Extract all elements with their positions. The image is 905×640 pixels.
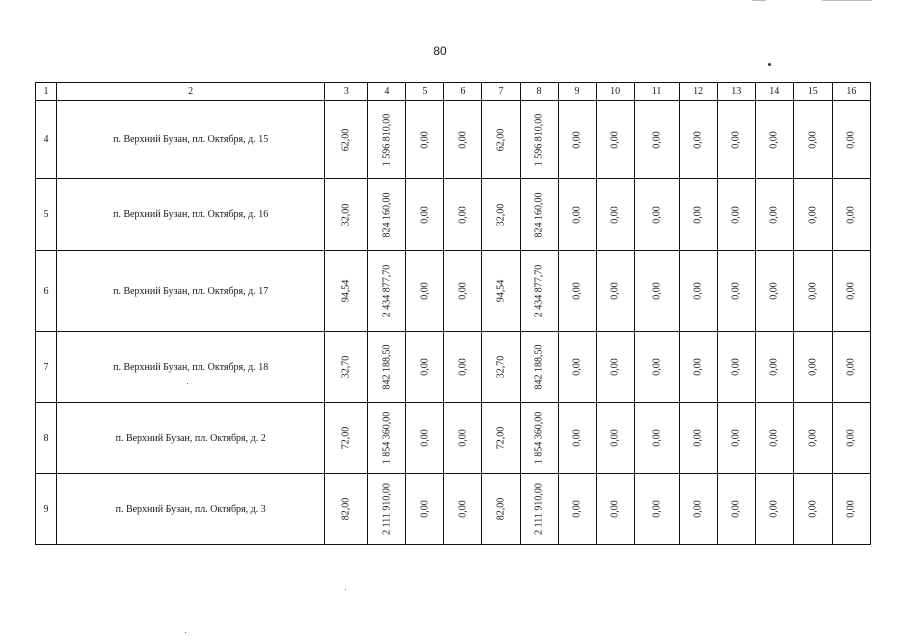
cell-value: 0,00 xyxy=(609,429,621,447)
cell-value: 0,00 xyxy=(807,205,819,224)
value-cell xyxy=(368,474,406,545)
value-cell xyxy=(406,403,444,474)
table-row xyxy=(36,251,871,332)
value-cell xyxy=(520,403,558,474)
value-cell xyxy=(325,101,368,179)
col-header: 12 xyxy=(679,83,717,101)
col-header: 3 xyxy=(325,83,368,101)
scan-speck xyxy=(187,383,188,384)
cell-value: 842 188,50 xyxy=(533,344,545,390)
cell-value: 0,00 xyxy=(730,205,742,224)
scan-speck xyxy=(768,63,771,66)
cell-value: 0,00 xyxy=(419,358,431,376)
cell-value: 94,54 xyxy=(495,279,507,303)
cell-value: 0,00 xyxy=(768,130,780,149)
cell-value: 32,70 xyxy=(340,355,352,379)
cell-value: 2 111 910,00 xyxy=(533,483,545,535)
cell-value: 2 111 910,00 xyxy=(381,483,393,535)
cell-value: 0,00 xyxy=(692,500,704,518)
table-row xyxy=(36,179,871,251)
cell-value: 0,00 xyxy=(651,205,663,224)
cell-value: 0,00 xyxy=(419,282,431,300)
cell-value: 0,00 xyxy=(571,205,583,224)
col-header: 15 xyxy=(793,83,832,101)
cell-value: 842 188,50 xyxy=(381,344,393,390)
cell-value: 0,00 xyxy=(692,205,704,224)
value-cell xyxy=(520,332,558,403)
value-cell xyxy=(679,474,717,545)
value-cell xyxy=(679,251,717,332)
cell-value: 72,00 xyxy=(495,426,507,450)
value-cell xyxy=(406,251,444,332)
value-cell xyxy=(520,251,558,332)
value-cell xyxy=(444,332,482,403)
value-cell xyxy=(832,403,870,474)
value-cell xyxy=(679,403,717,474)
cell-value: 1 854 360,00 xyxy=(533,411,545,465)
col-header: 10 xyxy=(596,83,634,101)
cell-value: 0,00 xyxy=(651,282,663,300)
cell-value: 0,00 xyxy=(692,130,704,149)
row-address: п. Верхний Бузан, пл. Октября, д. 16 xyxy=(57,179,325,251)
cell-value: 32,00 xyxy=(340,203,352,226)
col-header: 5 xyxy=(406,83,444,101)
cell-value: 0,00 xyxy=(845,282,857,300)
cell-value: 0,00 xyxy=(807,130,819,149)
row-number: 6 xyxy=(36,251,57,332)
value-cell xyxy=(444,403,482,474)
cell-value: 0,00 xyxy=(730,500,742,518)
value-cell xyxy=(717,474,755,545)
row-address: п. Верхний Бузан, пл. Октября, д. 3 xyxy=(57,474,325,545)
page-number: 80 xyxy=(433,44,447,58)
cell-value: 1 596 810,00 xyxy=(381,113,393,166)
col-header: 11 xyxy=(634,83,679,101)
value-cell xyxy=(406,474,444,545)
cell-value: 0,00 xyxy=(730,429,742,447)
cell-value: 0,00 xyxy=(419,429,431,447)
value-cell xyxy=(717,251,755,332)
cell-value: 0,00 xyxy=(768,500,780,518)
cell-value: 0,00 xyxy=(807,358,819,376)
scan-mark xyxy=(822,0,872,1)
cell-value: 0,00 xyxy=(768,429,780,447)
value-cell xyxy=(558,251,596,332)
col-header: 14 xyxy=(755,83,793,101)
value-cell xyxy=(832,179,870,251)
cell-value: 0,00 xyxy=(457,282,469,300)
value-cell xyxy=(558,179,596,251)
value-cell xyxy=(406,179,444,251)
value-cell xyxy=(755,403,793,474)
value-cell xyxy=(325,179,368,251)
row-address: п. Верхний Бузан, пл. Октября, д. 15 xyxy=(57,101,325,179)
cell-value: 0,00 xyxy=(419,130,431,149)
cell-value: 2 434 877,70 xyxy=(533,264,545,318)
cell-value: 0,00 xyxy=(457,500,469,518)
value-cell xyxy=(717,403,755,474)
value-cell xyxy=(832,474,870,545)
value-cell xyxy=(558,474,596,545)
cell-value: 0,00 xyxy=(845,205,857,224)
table-row xyxy=(36,403,871,474)
value-cell xyxy=(793,332,832,403)
value-cell xyxy=(558,403,596,474)
value-cell xyxy=(368,332,406,403)
value-cell xyxy=(634,332,679,403)
row-number: 7 xyxy=(36,332,57,403)
value-cell xyxy=(596,251,634,332)
value-cell xyxy=(717,101,755,179)
cell-value: 1 596 810,00 xyxy=(533,113,545,166)
table-row xyxy=(36,332,871,403)
row-number: 9 xyxy=(36,474,57,545)
cell-value: 0,00 xyxy=(609,205,621,224)
cell-value: 0,00 xyxy=(768,282,780,300)
col-header: 9 xyxy=(558,83,596,101)
row-address: п. Верхний Бузан, пл. Октября, д. 17 xyxy=(57,251,325,332)
value-cell xyxy=(368,403,406,474)
value-cell xyxy=(755,474,793,545)
value-cell xyxy=(482,474,520,545)
cell-value: 62,00 xyxy=(495,128,507,151)
cell-value: 0,00 xyxy=(807,500,819,518)
value-cell xyxy=(368,101,406,179)
value-cell xyxy=(717,332,755,403)
value-cell xyxy=(325,332,368,403)
value-cell xyxy=(482,251,520,332)
cell-value: 0,00 xyxy=(571,130,583,149)
col-header: 8 xyxy=(520,83,558,101)
cell-value: 0,00 xyxy=(609,282,621,300)
value-cell xyxy=(325,251,368,332)
cell-value: 0,00 xyxy=(845,358,857,376)
cell-value: 0,00 xyxy=(651,429,663,447)
row-number: 4 xyxy=(36,101,57,179)
scan-speck xyxy=(185,632,186,633)
value-cell xyxy=(634,251,679,332)
value-cell xyxy=(520,101,558,179)
row-address: п. Верхний Бузан, пл. Октября, д. 2 xyxy=(57,403,325,474)
cell-value: 0,00 xyxy=(845,500,857,518)
cell-value: 0,00 xyxy=(571,429,583,447)
value-cell xyxy=(634,179,679,251)
value-cell xyxy=(755,101,793,179)
value-cell xyxy=(368,179,406,251)
cell-value: 0,00 xyxy=(807,429,819,447)
cell-value: 0,00 xyxy=(609,358,621,376)
cell-value: 0,00 xyxy=(768,358,780,376)
col-header: 6 xyxy=(444,83,482,101)
value-cell xyxy=(596,474,634,545)
value-cell xyxy=(444,474,482,545)
cell-value: 0,00 xyxy=(457,130,469,149)
value-cell xyxy=(482,179,520,251)
value-cell xyxy=(596,403,634,474)
cell-value: 32,00 xyxy=(495,203,507,226)
cell-value: 0,00 xyxy=(609,500,621,518)
value-cell xyxy=(596,332,634,403)
cell-value: 0,00 xyxy=(457,429,469,447)
value-cell xyxy=(520,474,558,545)
cell-value: 0,00 xyxy=(651,130,663,149)
cell-value: 2 434 877,70 xyxy=(381,264,393,318)
cell-value: 0,00 xyxy=(807,282,819,300)
cell-value: 0,00 xyxy=(571,282,583,300)
cell-value: 824 160,00 xyxy=(381,192,393,237)
cell-value: 0,00 xyxy=(730,130,742,149)
value-cell xyxy=(832,332,870,403)
value-cell xyxy=(679,101,717,179)
cell-value: 0,00 xyxy=(692,282,704,300)
value-cell xyxy=(482,332,520,403)
cell-value: 62,00 xyxy=(340,128,352,151)
value-cell xyxy=(793,251,832,332)
value-cell xyxy=(634,474,679,545)
col-header: 7 xyxy=(482,83,520,101)
cell-value: 94,54 xyxy=(340,279,352,303)
value-cell xyxy=(755,179,793,251)
value-cell xyxy=(634,101,679,179)
cell-value: 1 854 360,00 xyxy=(381,411,393,465)
value-cell xyxy=(520,179,558,251)
value-cell xyxy=(679,179,717,251)
col-header: 16 xyxy=(832,83,870,101)
value-cell xyxy=(793,403,832,474)
header-row xyxy=(36,83,871,101)
cell-value: 0,00 xyxy=(609,130,621,149)
value-cell xyxy=(717,179,755,251)
cell-value: 0,00 xyxy=(571,358,583,376)
cell-value: 0,00 xyxy=(651,358,663,376)
col-header: 4 xyxy=(368,83,406,101)
value-cell xyxy=(755,251,793,332)
value-cell xyxy=(444,179,482,251)
cell-value: 0,00 xyxy=(692,358,704,376)
cell-value: 0,00 xyxy=(457,358,469,376)
table-row xyxy=(36,474,871,545)
value-cell xyxy=(793,179,832,251)
value-cell xyxy=(679,332,717,403)
value-cell xyxy=(444,251,482,332)
cell-value: 72,00 xyxy=(340,426,352,450)
value-cell xyxy=(596,101,634,179)
value-cell xyxy=(406,332,444,403)
table-row xyxy=(36,101,871,179)
value-cell xyxy=(596,179,634,251)
value-cell xyxy=(755,332,793,403)
cell-value: 0,00 xyxy=(457,205,469,224)
cell-value: 82,00 xyxy=(340,497,352,521)
value-cell xyxy=(325,474,368,545)
cell-value: 0,00 xyxy=(768,205,780,224)
value-cell xyxy=(634,403,679,474)
cell-value: 0,00 xyxy=(730,282,742,300)
row-number: 8 xyxy=(36,403,57,474)
value-cell xyxy=(482,403,520,474)
cell-value: 0,00 xyxy=(419,205,431,224)
col-header: 13 xyxy=(717,83,755,101)
cell-value: 32,70 xyxy=(495,355,507,379)
col-header: 2 xyxy=(57,83,325,101)
cell-value: 0,00 xyxy=(419,500,431,518)
value-cell xyxy=(793,474,832,545)
value-cell xyxy=(793,101,832,179)
value-cell xyxy=(832,101,870,179)
value-cell xyxy=(325,403,368,474)
cell-value: 0,00 xyxy=(571,500,583,518)
cell-value: 0,00 xyxy=(651,500,663,518)
row-number: 5 xyxy=(36,179,57,251)
value-cell xyxy=(832,251,870,332)
scan-mark xyxy=(752,0,766,1)
cell-value: 82,00 xyxy=(495,497,507,521)
value-cell xyxy=(368,251,406,332)
scan-speck xyxy=(345,589,346,590)
cell-value: 824 160,00 xyxy=(533,192,545,237)
value-cell xyxy=(482,101,520,179)
value-cell xyxy=(558,332,596,403)
value-cell xyxy=(406,101,444,179)
cell-value: 0,00 xyxy=(692,429,704,447)
data-table xyxy=(35,82,871,545)
value-cell xyxy=(444,101,482,179)
cell-value: 0,00 xyxy=(845,130,857,149)
value-cell xyxy=(558,101,596,179)
cell-value: 0,00 xyxy=(730,358,742,376)
row-address: п. Верхний Бузан, пл. Октября, д. 18 xyxy=(57,332,325,403)
col-header: 1 xyxy=(36,83,57,101)
cell-value: 0,00 xyxy=(845,429,857,447)
